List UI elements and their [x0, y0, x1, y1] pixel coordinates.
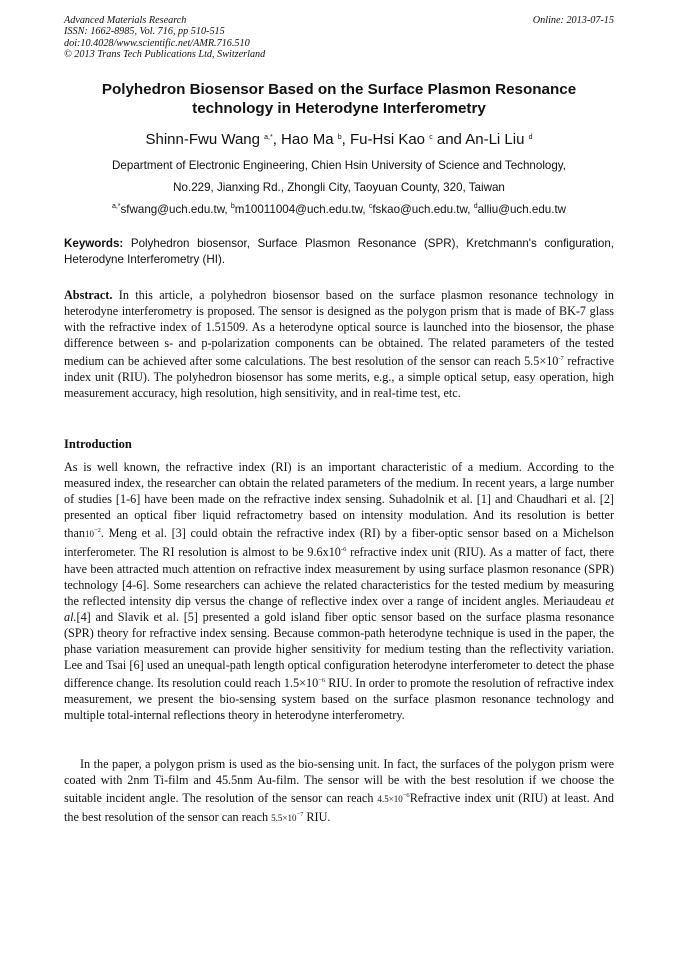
- italic-text: et al.: [64, 593, 614, 624]
- paragraph-text: In the paper, a polygon prism is used as the bio-sensing unit. In fact, the surfaces of the polygon prism were coated with 2nm Ti-film and 45.5nm Au-film. The sensor will be with the best resolution if we choose the suitable incident angle. The resolution of the sensor can reach: [64, 757, 614, 806]
- keywords: [64, 236, 614, 268]
- section-heading: Introduction: [64, 437, 132, 451]
- math-base: 5.5×10: [271, 813, 297, 824]
- exponent: −2: [93, 527, 101, 535]
- online-date: Online: 2013-07-15: [532, 15, 614, 26]
- paragraph-text: . Meng et al. [3] could obtain the refractive index (RI) by a fiber-optic sensor based on a Michelson interferometer. The RI resolution is almost to be 9.6x10: [64, 526, 614, 560]
- paragraph-text: [4] and Slavik et al. [5] presented a gold island fiber optic sensor based on the surface plasma resonance (SPR) theory for refractive index sensing. Because common-path heterodyne technique is used in the paper, the phase variation measurement can provide higher sensitivity for medium testing than the reflectivity variation. Lee and Tsai [6] used an unequal-path length optical configuration heterodyne interferometer to detect the phase difference change. Its resolution could reach 1.5×10: [64, 609, 614, 691]
- email-address: fskao@uch.edu.tw,: [372, 203, 474, 216]
- abstract-text: refractive index unit (RIU). The polyhedron biosensor has some merits, e.g., a simple optical setup, easy operation, high measurement accuracy, high resolution, high sensitivity, and in real-time test, etc.: [64, 354, 614, 400]
- author-name: , Hao Ma: [272, 131, 338, 148]
- math-base: 4.5×10: [377, 794, 403, 805]
- author-list: [64, 128, 614, 150]
- exponent: −7: [296, 811, 304, 819]
- affiliation-line: Department of Electronic Engineering, Chien Hsin University of Science and Technology,: [112, 159, 566, 172]
- paragraph-text: refractive index unit (RIU). As a matter of fact, there have been attracted much attention on refractive index measurement by using surface plasmon resonance (SPR) technology [4-6]. Some researchers can achieve the related characteristics for the tested medium by measuring the reflected intensity dip versus the change of reflective index over a range of incident angles. Meriaudeau: [64, 545, 614, 608]
- exponent: −6: [402, 792, 410, 800]
- intro-paragraph: [64, 459, 614, 724]
- author-affil-mark: c: [429, 134, 433, 141]
- paper-title: Polyhedron Biosensor Based on the Surface Plasmon Resonance technology in Heterodyne Interferometry: [101, 81, 577, 117]
- email-mark: b: [230, 203, 235, 210]
- affiliation: [64, 155, 614, 199]
- email-mark: c: [368, 203, 373, 210]
- email-address: sfwang@uch.edu.tw,: [120, 203, 231, 216]
- author-name: , Fu-Hsi Kao: [341, 131, 430, 148]
- email-mark: a,*: [111, 203, 121, 210]
- email-address: alliu@uch.edu.tw: [477, 203, 567, 216]
- keywords-label: Keywords:: [64, 237, 124, 250]
- copyright-line: © 2013 Trans Tech Publications Ltd, Switzerland: [64, 49, 266, 61]
- author-name: Shinn-Fwu Wang: [145, 131, 265, 148]
- author-name: and An-Li Liu: [432, 131, 529, 148]
- doi-line: doi:10.4028/www.scientific.net/AMR.716.510: [64, 37, 250, 49]
- abstract-label: Abstract.: [64, 288, 113, 302]
- author-affil-mark: b: [337, 134, 342, 141]
- abstract: [64, 287, 614, 401]
- exponent: -7: [558, 355, 564, 362]
- email-list: [64, 199, 614, 218]
- intro-paragraph: [64, 756, 614, 826]
- paragraph-text: As is well known, the refractive index (RI) is an important characteristic of a medium. According to the measured index, the researcher can obtain the related parameters of the medium. In recent years, a large number of studies [1-6] have been made on the refractive index sensing. Suhadolnik et al. [1] and Chaudhari et al. [2] presented an optical fiber liquid refractometry based on intensity modulation. And its resolution is better than: [64, 460, 614, 541]
- math-base: 10: [84, 529, 94, 540]
- exponent: -6: [340, 546, 347, 554]
- issn-line: ISSN: 1662-8985, Vol. 716, pp 510-515: [64, 26, 225, 38]
- paragraph-text: RIU.: [303, 810, 331, 825]
- paragraph-text: RIU. In order to promote the resolution of refractive index measurement, we present the bio-sensing system based on the surface plasmon resonance technology and multiple total-internal reflections theory in heterodyne interferometry.: [64, 676, 614, 723]
- abstract-text: In this article, a polyhedron biosensor based on the surface plasmon resonance technology in heterodyne interferometry is proposed. The sensor is designed as the polygon prism that is made of BK-7 glass with the refractive index of 1.51509. As a heterodyne optical source is launched into the biosensor, the phase difference between s- and p-polarization components can be obtained. The related parameters of the tested medium can be achieved after some calculations. The best resolution of the sensor can reach 5.5×10: [64, 288, 614, 368]
- affiliation-line: No.229, Jianxing Rd., Zhongli City, Taoyuan County, 320, Taiwan: [173, 181, 505, 194]
- author-affil-mark: a,*: [264, 134, 273, 141]
- paragraph-text: Refractive index unit (RIU) at least. And the best resolution of the sensor can reach: [64, 791, 614, 825]
- running-header: [64, 15, 265, 61]
- keywords-text: Polyhedron biosensor, Surface Plasmon Resonance (SPR), Kretchmann's configuration, Heterodyne Interferometry (HI).: [64, 237, 614, 266]
- email-mark: d: [473, 203, 478, 210]
- exponent: −6: [318, 677, 326, 685]
- email-address: m10011004@uch.edu.tw,: [234, 203, 369, 216]
- journal-name: Advanced Materials Research: [64, 15, 187, 26]
- author-affil-mark: d: [528, 134, 533, 141]
